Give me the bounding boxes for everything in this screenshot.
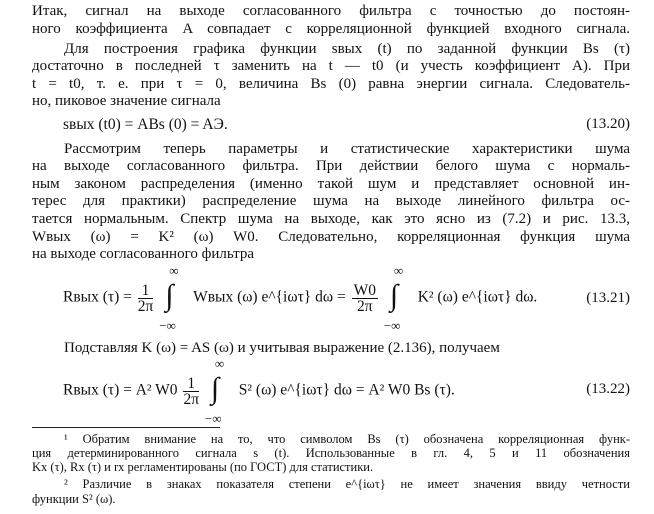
integral-symbol: ∫ xyxy=(210,372,220,405)
upper-limit: ∞ xyxy=(393,263,404,278)
text-line: на выходе согласованного фильтра. При действии белого шума с нормаль- xyxy=(32,158,630,174)
eq-term: S² (ω) e^{iωτ} dω = A² W0 Bs (τ). xyxy=(238,381,455,399)
lower-limit: −∞ xyxy=(159,318,176,333)
footnote-line: Kx (τ), Rx (τ) и rx регламентированы (по ГОСТ) для статистики. xyxy=(32,460,374,474)
integral-sign xyxy=(383,263,414,333)
fraction xyxy=(183,376,199,407)
text-line: Подставляя K (ω) = AS (ω) и учитывая выражение (2.136), получаем xyxy=(64,340,500,356)
equation-13-22 xyxy=(63,356,455,426)
text-line: ным законом распределения (именно такой шум и представляет основной ин- xyxy=(32,176,630,192)
integral-sign xyxy=(204,356,235,426)
eq-term: K² (ω) e^{iωτ} dω. xyxy=(417,288,538,306)
lower-limit: −∞ xyxy=(383,318,401,333)
fraction xyxy=(352,283,378,314)
eq-term: Wвых (ω) e^{iωτ} dω = xyxy=(193,288,346,306)
eq-lhs: Rвых (τ) = A² W0 xyxy=(63,381,178,399)
eq-lhs: Rвых (τ) = xyxy=(63,288,132,306)
footnote-line: функции S² (ω). xyxy=(32,492,116,506)
equation-number: (13.21) xyxy=(586,290,630,306)
footnote-line: ция детерминированного сигнала s (t). Использованные в гл. 4, 5 и 11 обозначения xyxy=(32,446,630,460)
upper-limit: ∞ xyxy=(169,263,179,278)
integral-symbol: ∫ xyxy=(165,279,174,312)
text-line: Рассмотрим теперь параметры и статистические характеристики шума xyxy=(64,141,630,157)
equation-number: (13.22) xyxy=(586,381,630,397)
text-line: тается нормальным. Спектр шума на выходе, как это ясно из (7.2) и рис. 13.3, xyxy=(32,211,630,227)
fraction-denominator: 2π xyxy=(183,390,200,408)
text-line: но, пиковое значение сигнала xyxy=(32,93,221,109)
text-line: ного коэффициента A совпадает с корреляционной функцией входного сигнала. xyxy=(32,21,630,37)
fraction-denominator: 2π xyxy=(356,297,373,315)
footnote-line: ² Различие в знаках показателя степени e^{iωτ} не имеет значения ввиду четности xyxy=(64,477,630,491)
fraction-numerator: 1 xyxy=(183,376,199,392)
equation-number: (13.20) xyxy=(586,116,630,132)
text-line: Wвых (ω) = K² (ω) W0. Следовательно, корреляционная функция шума xyxy=(32,229,630,245)
footnote-divider xyxy=(32,427,220,428)
fraction-numerator: W0 xyxy=(353,281,376,299)
text-line: терес для практики) распределение шума на выходе линейного фильтра ос- xyxy=(32,193,630,209)
text-line: Итак, сигнал на выходе согласованного фильтра с точностью до постоян- xyxy=(32,3,630,19)
integral-sign xyxy=(159,263,189,333)
footnote-line: ¹ Обратим внимание на то, что символом Bs (τ) обозначена корреляционная функ- xyxy=(64,432,630,446)
fraction xyxy=(138,283,154,314)
text-line: t = t0, т. е. при τ = 0, величина Bs (0) равна энергии сигнала. Следователь- xyxy=(32,76,630,92)
text-line: Для построения графика функции sвых (t) по заданной функции Bs (τ) xyxy=(64,41,630,57)
text-line: достаточно в последней τ заменить на t — t0 (и учесть коэффициент A). При xyxy=(32,58,630,74)
equation-13-21 xyxy=(63,263,538,333)
text-line: на выходе согласованного фильтра xyxy=(32,246,255,262)
fraction-denominator: 2π xyxy=(137,297,154,315)
lower-limit: −∞ xyxy=(204,411,222,426)
fraction-numerator: 1 xyxy=(138,283,154,299)
integral-symbol: ∫ xyxy=(389,279,399,312)
equation-13-20: sвых (t0) = ABs (0) = AЭ. xyxy=(63,116,228,133)
upper-limit: ∞ xyxy=(214,356,225,371)
